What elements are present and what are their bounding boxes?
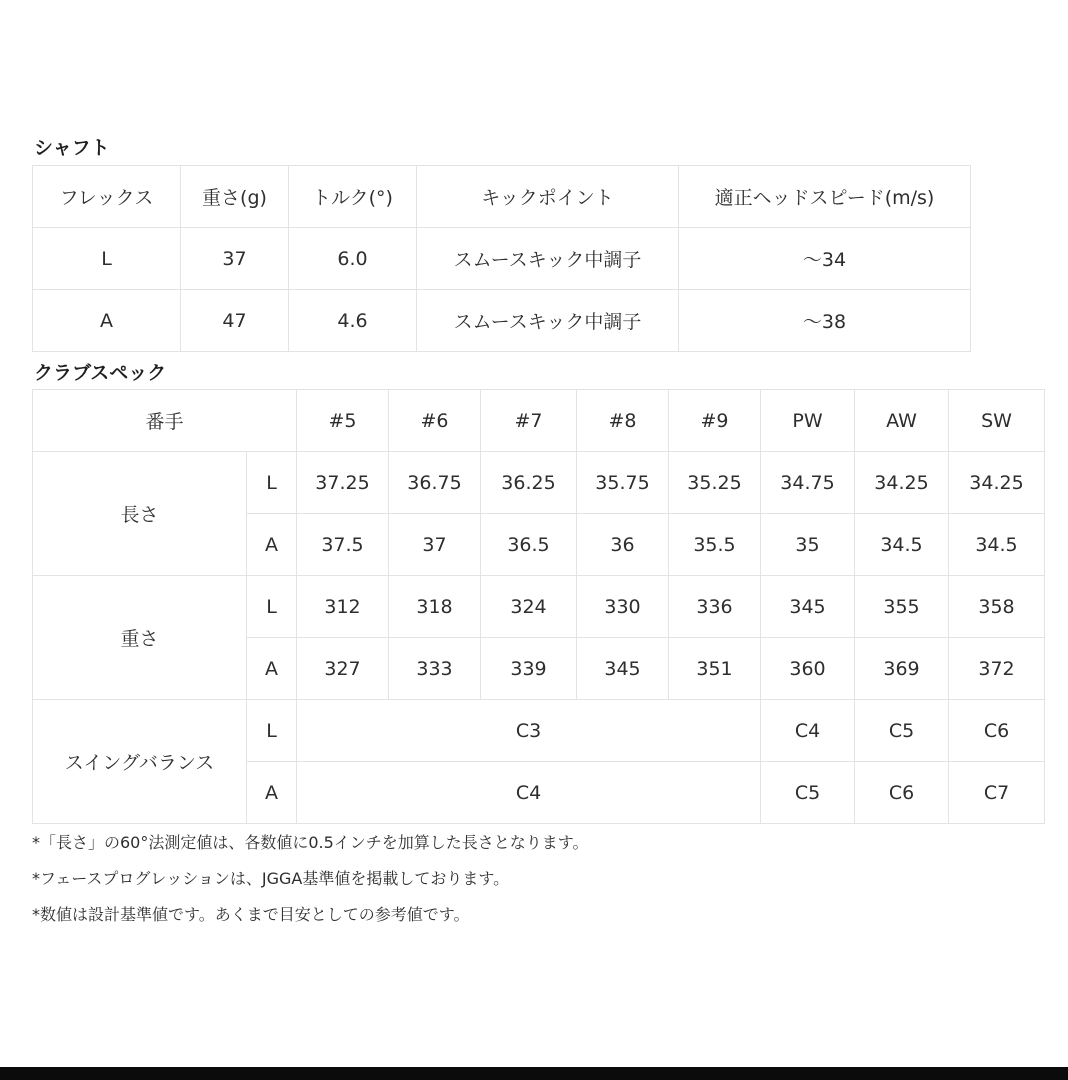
value-cell: 34.5	[855, 514, 949, 576]
value-cell: 35.75	[577, 452, 669, 514]
flex-cell: A	[247, 514, 297, 576]
head-speed-cell: 〜34	[679, 228, 971, 290]
shaft-header-row	[33, 166, 971, 228]
value-cell: 312	[297, 576, 389, 638]
flex-cell: A	[247, 762, 297, 824]
value-cell: 35.5	[669, 514, 761, 576]
header-pw: PW	[761, 390, 855, 452]
swing-balance-label: スイングバランス	[33, 700, 247, 824]
value-cell: 345	[761, 576, 855, 638]
header-sw: SW	[949, 390, 1045, 452]
value-cell: 35.25	[669, 452, 761, 514]
value-cell: 35	[761, 514, 855, 576]
flex-cell: A	[33, 290, 181, 352]
irons-balance-cell: C3	[297, 700, 761, 762]
sw-balance-cell: C6	[949, 700, 1045, 762]
header-flex: フレックス	[33, 166, 181, 228]
pw-balance-cell: C5	[761, 762, 855, 824]
value-cell: 36.5	[481, 514, 577, 576]
flex-cell: L	[247, 452, 297, 514]
value-cell: 330	[577, 576, 669, 638]
kickpoint-cell: スムースキック中調子	[417, 290, 679, 352]
value-cell: 36.75	[389, 452, 481, 514]
table-row	[33, 228, 971, 290]
shaft-spec-table	[32, 165, 971, 352]
value-cell: 327	[297, 638, 389, 700]
aw-balance-cell: C6	[855, 762, 949, 824]
shaft-section-title: シャフト	[34, 137, 110, 159]
footnote-face-progression: *フェースプログレッションは、JGGA基準値を掲載しております。	[32, 869, 510, 888]
bottom-bar	[0, 1067, 1068, 1080]
value-cell: 34.25	[949, 452, 1045, 514]
flex-cell: L	[247, 700, 297, 762]
length-label: 長さ	[33, 452, 247, 576]
value-cell: 339	[481, 638, 577, 700]
header-head-speed: 適正ヘッドスピード(m/s)	[679, 166, 971, 228]
value-cell: 369	[855, 638, 949, 700]
sw-balance-cell: C7	[949, 762, 1045, 824]
header-torque: トルク(°)	[289, 166, 417, 228]
pw-balance-cell: C4	[761, 700, 855, 762]
table-row	[33, 576, 1045, 638]
value-cell: 37.5	[297, 514, 389, 576]
value-cell: 351	[669, 638, 761, 700]
header-club-number: 番手	[33, 390, 297, 452]
club-header-row	[33, 390, 1045, 452]
flex-cell: L	[33, 228, 181, 290]
torque-cell: 6.0	[289, 228, 417, 290]
table-row	[33, 290, 971, 352]
header-9-iron: #9	[669, 390, 761, 452]
value-cell: 34.25	[855, 452, 949, 514]
weight-cell: 47	[181, 290, 289, 352]
table-row	[33, 700, 1045, 762]
footnotes	[32, 832, 589, 940]
value-cell: 360	[761, 638, 855, 700]
header-weight: 重さ(g)	[181, 166, 289, 228]
header-aw: AW	[855, 390, 949, 452]
value-cell: 333	[389, 638, 481, 700]
header-kickpoint: キックポイント	[417, 166, 679, 228]
value-cell: 34.5	[949, 514, 1045, 576]
aw-balance-cell: C5	[855, 700, 949, 762]
head-speed-cell: 〜38	[679, 290, 971, 352]
value-cell: 318	[389, 576, 481, 638]
value-cell: 336	[669, 576, 761, 638]
table-row	[33, 452, 1045, 514]
kickpoint-cell: スムースキック中調子	[417, 228, 679, 290]
footnote-length: *「長さ」の60°法測定値は、各数値に0.5インチを加算した長さとなります。	[32, 833, 589, 852]
flex-cell: A	[247, 638, 297, 700]
value-cell: 34.75	[761, 452, 855, 514]
club-section-title: クラブスペック	[34, 362, 167, 384]
value-cell: 37.25	[297, 452, 389, 514]
header-7-iron: #7	[481, 390, 577, 452]
header-8-iron: #8	[577, 390, 669, 452]
value-cell: 355	[855, 576, 949, 638]
value-cell: 36.25	[481, 452, 577, 514]
value-cell: 36	[577, 514, 669, 576]
value-cell: 324	[481, 576, 577, 638]
value-cell: 37	[389, 514, 481, 576]
footnote-design-values: *数値は設計基準値です。あくまで目安としての参考値です。	[32, 905, 470, 924]
irons-balance-cell: C4	[297, 762, 761, 824]
weight-label: 重さ	[33, 576, 247, 700]
value-cell: 345	[577, 638, 669, 700]
header-5-iron: #5	[297, 390, 389, 452]
torque-cell: 4.6	[289, 290, 417, 352]
header-6-iron: #6	[389, 390, 481, 452]
flex-cell: L	[247, 576, 297, 638]
club-spec-table	[32, 389, 1045, 824]
value-cell: 372	[949, 638, 1045, 700]
weight-cell: 37	[181, 228, 289, 290]
value-cell: 358	[949, 576, 1045, 638]
